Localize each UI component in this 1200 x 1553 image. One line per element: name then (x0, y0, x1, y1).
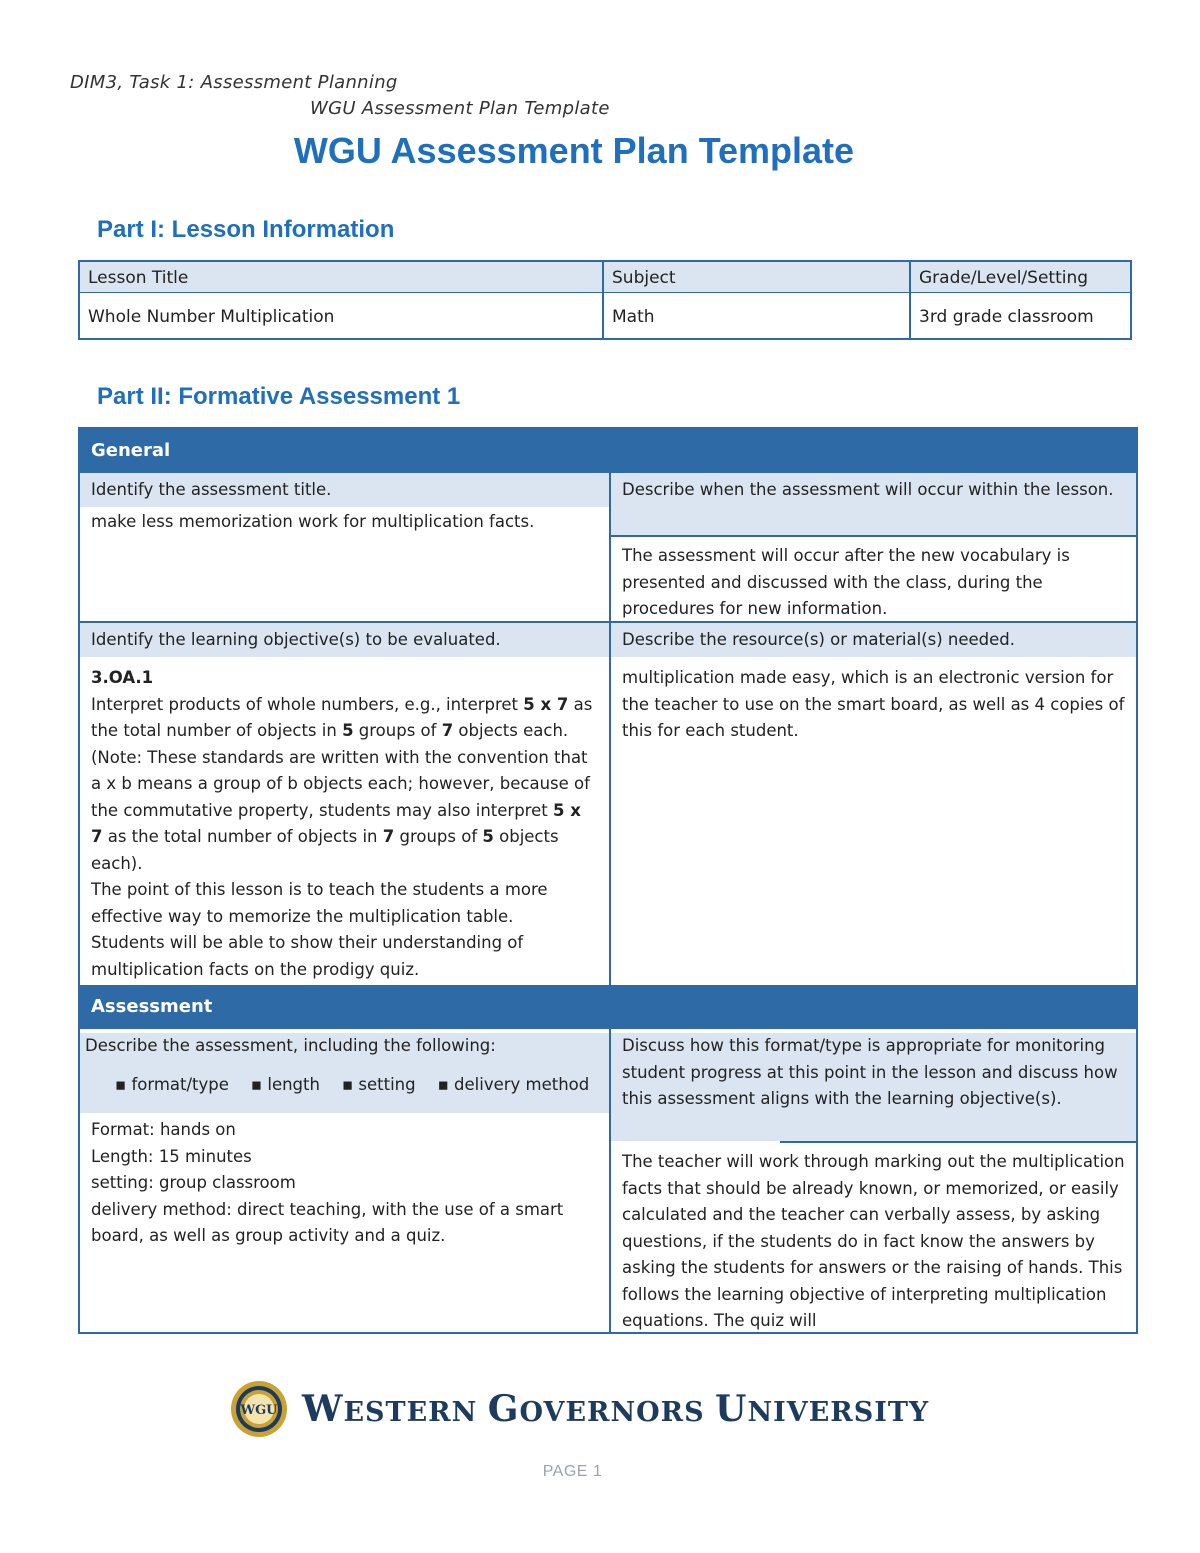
running-header-task: DIM3, Task 1: Assessment Planning (70, 72, 398, 93)
lesson-title-header: Lesson Title (80, 262, 602, 292)
objective-standard-text: Interpret products of whole numbers, e.g., interpret 5 x 7 as the total number of objects in 5 groups of 7 objects each. (Note: These standards are written with the convention that a x b means a group of b objects each; however, because of the commutative property, students may also interpret 5 x 7 as the total number of objects in 7 groups of 5 objects each). (91, 694, 593, 873)
objective-quiz-text: Students will be able to show their understanding of multiplication facts on the prodigy quiz. (91, 933, 524, 979)
page-title: WGU Assessment Plan Template (293, 130, 855, 171)
part1-heading: Part I: Lesson Information (97, 216, 395, 243)
lesson-info-table (78, 260, 1132, 340)
part2-heading: Part II: Formative Assessment 1 (97, 383, 461, 410)
column-divider (609, 1029, 611, 1332)
objective-code: 3.OA.1 (91, 668, 154, 687)
format-appropriateness-prompt: Discuss how this format/type is appropriate for monitoring student progress at this point in the lesson and discuss how this assessment aligns with the learning objective(s). (611, 1033, 1136, 1141)
divider (780, 1141, 1136, 1143)
assessment-title-prompt: Identify the assessment title. (80, 473, 609, 507)
learning-objective-answer (80, 665, 609, 985)
general-section-band: General (80, 429, 1136, 473)
objective-purpose-text: The point of this lesson is to teach the students a more effective way to memorize the multiplication table. (91, 880, 548, 926)
resources-answer: multiplication made easy, which is an electronic version for the teacher to use on the smart board, as well as 4 copies of this for each student. (622, 668, 1125, 740)
describe-assessment-answer: Format: hands on Length: 15 minutes setting: group classroom delivery method: direct teaching, with the use of a smart board, as well as group activity and a quiz. (91, 1120, 564, 1245)
assessment-timing-answer: The assessment will occur after the new vocabulary is presented and discussed with the class, during the procedures for new information. (622, 546, 1070, 618)
lesson-title-value: Whole Number Multiplication (88, 307, 335, 327)
grade-value: 3rd grade classroom (909, 292, 1130, 338)
resources-prompt: Describe the resource(s) or material(s) needed. (611, 623, 1136, 657)
assessment-section-band: Assessment (80, 985, 1136, 1029)
grade-header: Grade/Level/Setting (909, 262, 1130, 292)
learning-objective-prompt: Identify the learning objective(s) to be evaluated. (80, 623, 609, 657)
wgu-logo (230, 1380, 929, 1438)
criteria-length: ▪ length (250, 1074, 320, 1094)
assessment-criteria-list (85, 1072, 598, 1099)
subject-header: Subject (602, 262, 909, 292)
wgu-seal-icon (230, 1380, 288, 1438)
assessment-title-answer: make less memorization work for multiplication facts. (91, 512, 535, 531)
page-number: PAGE 1 (542, 1463, 603, 1480)
svg-text:WGU: WGU (240, 1403, 278, 1418)
wgu-wordmark: WESTERN GOVERNORS UNIVERSITY (302, 1388, 930, 1430)
column-divider (609, 473, 611, 985)
criteria-delivery: ▪ delivery method (437, 1074, 590, 1094)
divider (611, 535, 1136, 537)
subject-value: Math (602, 292, 909, 338)
assessment-timing-prompt: Describe when the assessment will occur within the lesson. (611, 473, 1136, 535)
criteria-format: ▪ format/type (115, 1074, 229, 1094)
describe-assessment-prompt: Describe the assessment, including the following: ▪ format/type ▪ length ▪ setting ▪ delivery method (80, 1033, 609, 1113)
format-appropriateness-answer: The teacher will work through marking out the multiplication facts that should be already known, or memorized, or easily calculated and the teacher can verbally assess, by asking questions, if the students do in fact know the answers by asking the students for answers or the raising of hands. This follows the learning objective of interpreting multiplication equations. The quiz will (622, 1152, 1125, 1330)
criteria-setting: ▪ setting (341, 1074, 416, 1094)
formative-assessment-table (78, 427, 1138, 1334)
running-header-template: WGU Assessment Plan Template (310, 98, 610, 119)
